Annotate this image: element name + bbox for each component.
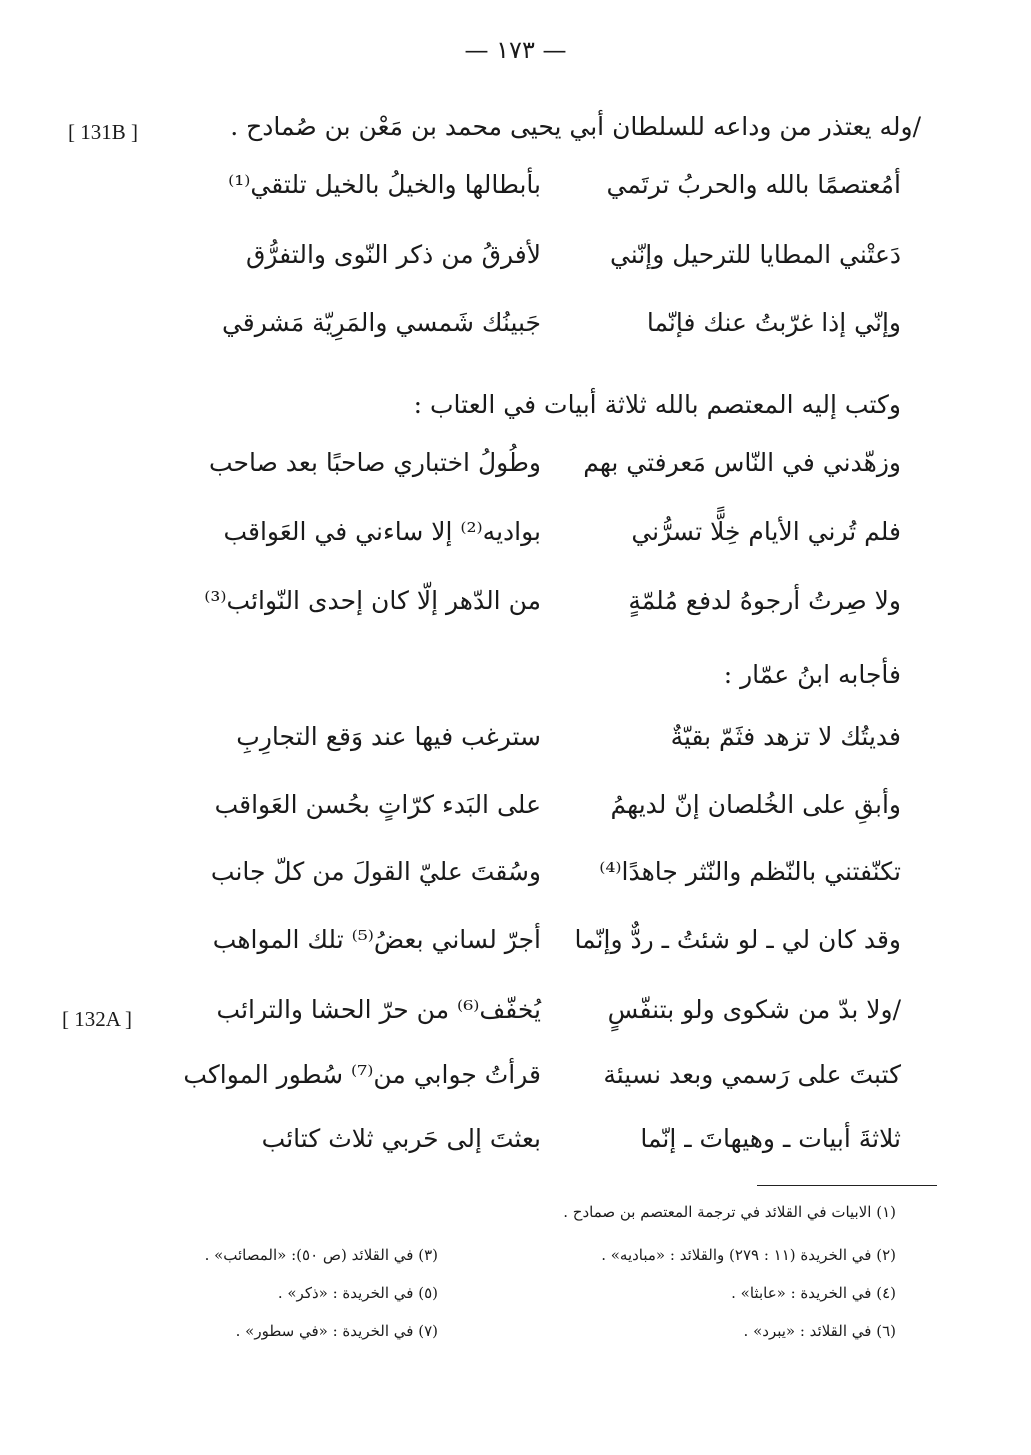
verse-hemistich-right: كتبتَ على رَسمي وبعد نسيئة [603,1060,901,1089]
footnote-6: (٦) في القلائد : «يبرد» . [743,1322,896,1340]
verse-hemistich-left: بأبطالها والخيلُ بالخيل تلتقي⁽¹⁾ [228,170,541,199]
page-number: — ١٧٣ — [464,36,567,64]
verse-hemistich-left: بعثتَ إلى حَربي ثلاث كتائب [261,1124,541,1153]
footnote-5: (٥) في الخريدة : «ذكر» . [277,1284,438,1302]
verse-row [0,790,1031,830]
verse-row [0,857,1031,897]
verse-hemistich-left: بواديه⁽²⁾ إلا ساءني في العَواقب [223,517,541,546]
verse-hemistich-left: وطُولُ اختباري صاحبًا بعد صاحب [208,448,541,477]
verse-hemistich-right: فلم تُرني الأيام خِلًّا تسرُّني [631,517,901,546]
verse-hemistich-right: وقد كان لي ـ لو شئتُ ـ ردٌّ وإنّما [574,925,901,954]
verse-hemistich-right: تكنّفتني بالنّظم والنّثر جاهدًا⁽⁴⁾ [599,857,901,886]
verse-hemistich-left: على البَدء كرّاتٍ بحُسن العَواقب [214,790,541,819]
verse-row [0,722,1031,762]
verse-hemistich-right: /ولا بدّ من شكوى ولو بتنفّسٍ [607,995,901,1024]
verse-row [0,995,1031,1035]
footnote-7: (٧) في الخريدة : «في سطور» . [235,1322,438,1340]
footnote-4: (٤) في الخريدة : «عابثا» . [731,1284,896,1302]
verse-hemistich-right: وأبقِ على الخُلصان إنّ لديهمُ [610,790,901,819]
verse-row [0,308,1031,348]
footnote-1: (١) الابيات في القلائد في ترجمة المعتصم بن صمادح . [563,1203,896,1221]
verse-hemistich-left: أجرّ لساني بعضُ⁽⁵⁾ تلك المواهب [212,925,541,954]
verse-row [0,170,1031,210]
verse-hemistich-right: وإنّي إذا غرّبتُ عنك فإنّما [646,308,901,337]
verse-hemistich-left: يُخفّف⁽⁶⁾ من حرّ الحشا والترائب [216,995,541,1024]
footnote-2: (٢) في الخريدة (١١ : ٢٧٩) والقلائد : «مباديه» . [601,1246,896,1264]
verse-hemistich-right: ثلاثةَ أبيات ـ وهيهاتَ ـ إنّما [640,1124,901,1153]
verse-hemistich-right: فديتُك لا تزهد فثَمّ بقيّةٌ [670,722,901,751]
verse-hemistich-right: أمُعتصمًا بالله والحربُ ترتَمي [606,170,901,199]
verse-row [0,586,1031,626]
verse-row [0,925,1031,965]
verse-row [0,448,1031,488]
verse-hemistich-right: ولا صِرتُ أرجوهُ لدفع مُلمّةٍ [628,586,901,615]
manuscript-ref-132a: [ 132A ] [62,1007,132,1031]
verse-hemistich-left: سترغب فيها عند وَقع التجارِبِ [236,722,541,751]
intro-text-1: /وله يعتذر من وداعه للسلطان أبي يحيى محمد بن مَعْن بن صُمادح . [230,112,921,141]
verse-row [0,1060,1031,1100]
intro-text-3: فأجابه ابنُ عمّار : [723,660,901,689]
verse-hemistich-left: قرأتُ جوابي من⁽⁷⁾ سُطور المواكب [183,1060,541,1089]
verse-hemistich-right: وزهّدني في النّاس مَعرفتي بهم [583,448,901,477]
verse-hemistich-left: لأفرقُ من ذكر النّوى والتفرُّق [245,240,541,269]
manuscript-ref-131b: [ 131B ] [68,120,138,144]
verse-hemistich-left: جَبينُك شَمسي والمَرِيّة مَشرقي [221,308,541,337]
verse-hemistich-left: من الدّهر إلّا كان إحدى النّوائب⁽³⁾ [204,586,541,615]
verse-row [0,517,1031,557]
verse-row [0,240,1031,280]
verse-row [0,1124,1031,1164]
verse-hemistich-left: وسُقتَ عليّ القولَ من كلّ جانب [210,857,541,886]
verse-hemistich-right: دَعتْني المطايا للترحيل وإنّني [609,240,901,269]
intro-text-2: وكتب إليه المعتصم بالله ثلاثة أبيات في العتاب : [413,390,901,419]
footnote-3: (٣) في القلائد (ص ٥٠): «المصائب» . [204,1246,438,1264]
footnote-divider [757,1185,937,1186]
